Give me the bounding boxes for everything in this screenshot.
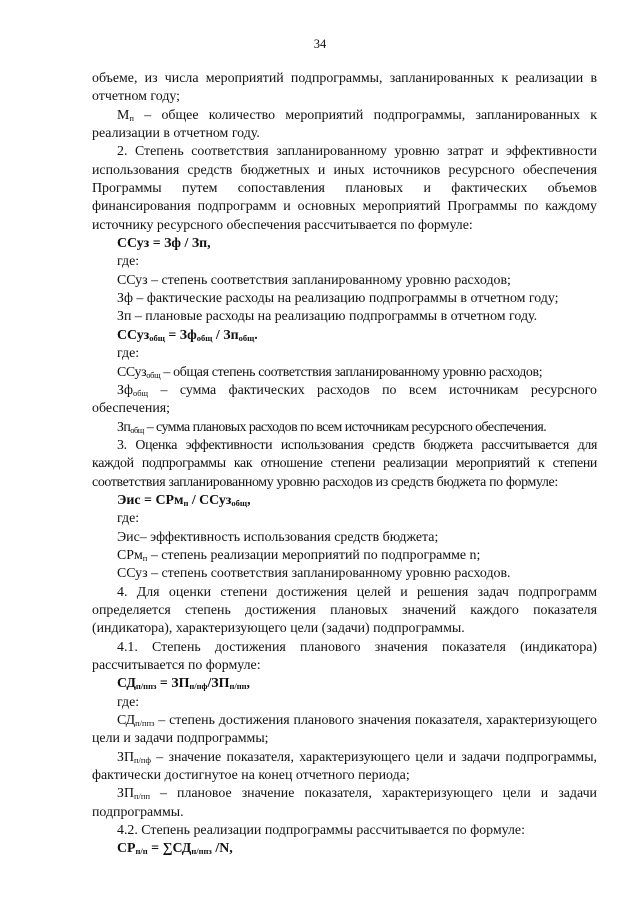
definition-mp: $М_п$ – общее количество мероприятий подпрограммы, запланированных к реализации в отчетном году. <box>92 107 597 142</box>
paragraph-item-4: 4. Для оценки степени достижения целей и решения задач подпрограмм определяется степень достижения плановых значений каждого показателя (индикатора), характеризующего цели (задачи) подпрограммы. <box>92 584 597 637</box>
where-label: где: <box>117 511 140 527</box>
formula-ssuz-total: ССуз$_{общ}$ = $Зф_{общ} / Зп_{общ}$. <box>117 327 258 343</box>
paragraph-item-3: 3. Оценка эффективности использования средств бюджета рассчитывается для каждой подпрограммы как отношение степени реализации мероприятий к степени соответствия запланированному уровню расходов из средств бюджета по формуле: <box>92 437 597 490</box>
formula-sr: $СР_{п/п} = \sum СД_{п/ппз}$ /N, <box>117 841 233 857</box>
definition-ssuz-total: ССуз$_{общ}$ – общая степень соответствия запланированному уровню расходов; <box>117 364 543 380</box>
formula-eis: Эис = СРм$_п$ / ССуз$_{общ}$, <box>117 492 251 508</box>
definition-srm: СРм$_п$ – степень реализации мероприятий по подпрограмме n; <box>117 547 481 563</box>
definition-zf-total: $Зф_{общ}$ – сумма фактических расходов по всем источникам ресурсного обеспечения; <box>92 382 597 417</box>
where-label: где: <box>117 346 140 362</box>
where-label: где: <box>117 694 140 710</box>
definition-zf: Зф – фактические расходы на реализацию подпрограммы в отчетном году; <box>117 291 559 307</box>
paragraph-item-4-2: 4.2. Степень реализации подпрограммы рассчитывается по формуле: <box>117 823 525 839</box>
definition-zp-plan: $ЗП_{п/пп}$ – плановое значение показателя, характеризующего цели и задачи подпрограммы. <box>92 786 597 820</box>
definition-sd: $СД_{п/ппз}$ – степень достижения планового значения показателя, характеризующего цели и задачи подпрограммы; <box>92 713 597 747</box>
definition-ssuz: ССуз – степень соответствия запланированному уровню расходов; <box>117 272 511 288</box>
definition-ssuz-2: ССуз – степень соответствия запланированному уровню расходов. <box>117 566 511 582</box>
paragraph-continuation: объеме, из числа мероприятий подпрограммы, запланированных к реализации в отчетном году; <box>92 71 597 105</box>
paragraph-item-2: 2. Степень соответствия запланированному уровню затрат и эффективности использования средств бюджетных и иных источников ресурсного обеспечения Программы путем сопоставления плановых и фактических объемов финансирования подпрограмм и основных мероприятий Программы по каждому источнику ресурсного обеспечения рассчитывается по формуле: <box>92 144 597 233</box>
page-body <box>92 70 597 859</box>
formula-ssuz: ССуз = Зф / Зп, <box>117 236 211 252</box>
page-number: 34 <box>313 37 327 51</box>
where-label: где: <box>117 254 140 270</box>
definition-zp-fact: $ЗП_{п/пф}$ – значение показателя, характеризующего цели и задачи подпрограммы, фактически достигнутое на конец отчетного периода; <box>92 749 597 784</box>
definition-zp: Зп – плановые расходы на реализацию подпрограммы в отчетном году. <box>117 309 538 325</box>
definition-eis: Эис– эффективность использования средств бюджета; <box>117 529 439 545</box>
definition-zp-total: $Зп_{общ}$ – сумма плановых расходов по всем источникам ресурсного обеспечения. <box>117 419 547 435</box>
paragraph-item-4-1: 4.1. Степень достижения планового значения показателя (индикатора) рассчитывается по формуле: <box>92 639 597 673</box>
formula-sd: $СД_{п/ппз} = ЗП_{п/пф}/ЗП_{п/пп}$, <box>117 676 250 692</box>
